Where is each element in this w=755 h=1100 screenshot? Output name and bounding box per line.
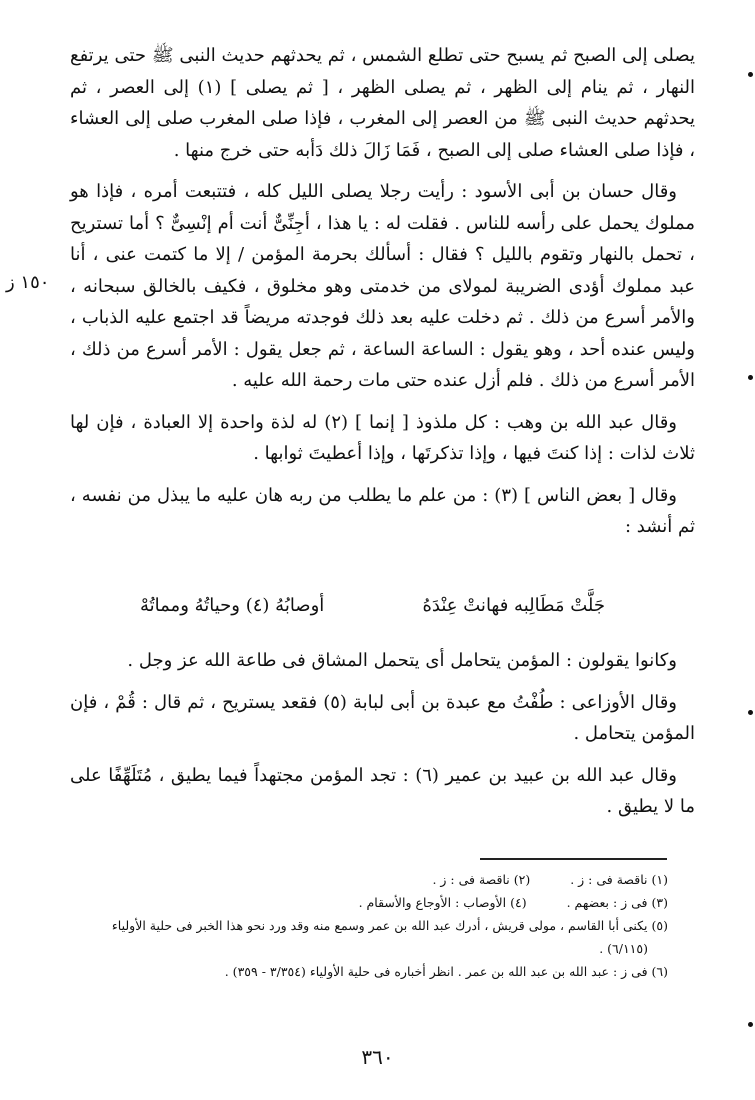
page-number: ٣٦٠ xyxy=(361,1045,394,1069)
verse-second-hemistich: أوصابُهُ (٤) وحياتُهُ ومماتُهْ xyxy=(140,595,325,616)
footnotes xyxy=(40,868,668,983)
footnote-5: (٥) يكنى أبا القاسم ، مولى قريش ، أدرك عبد الله بن عمر وسمع منه وقد ورد نحو هذا الخبر فى حلية الأولياء xyxy=(111,918,668,933)
margin-manuscript-marker: ١٥٠ ز xyxy=(6,272,50,293)
paragraph-4: وقال [ بعض الناس ] (٣) : من علم ما يطلب من ربه هان عليه ما يبذل من نفسه ، ثم أنشد : xyxy=(70,484,695,537)
scan-speck xyxy=(748,1022,753,1027)
footnote-row-2 xyxy=(40,891,668,914)
paragraph-3: وقال عبد الله بن وهب : كل ملذوذ [ إنما ] (٢) له لذة واحدة إلا العبادة ، فإن لها ثلاث لذات : إذا كنتَ فيها ، وإذا تذكرتَها ، وإذا أعطيتَ ثوابها . xyxy=(70,411,695,464)
paragraph-1: يصلى إلى الصبح ثم يسبح حتى تطلع الشمس ، ثم يحدثهم حديث النبى ﷺ حتى يرتفع النهار ، ثم ينام إلى الظهر ، ثم يصلى الظهر ، [ ثم يصلى ] (١) إلى العصر ، ثم يحدثهم حديث النبى ﷺ من العصر إلى المغرب ، فإذا صلى المغرب صلى إلى العشاء ، فإذا صلى العشاء صلى إلى الصبح ، فَمَا زَالَ ذلك دَأبه حتى خرج منها . xyxy=(70,45,696,161)
scan-speck xyxy=(748,72,753,77)
footnote-4: (٤) الأوصاب : الأوجاع والأسقام . xyxy=(358,895,527,910)
scan-speck xyxy=(748,375,753,380)
footnote-6: (٦) فى ز : عبد الله بن عبد الله بن عمر . انظر أخباره فى حلية الأولياء (٣/٣٥٤ - ٣٥٩) . xyxy=(224,964,668,979)
paragraph-6: وقال الأوزاعى : طُفْتُ مع عبدة بن أبى لبابة (٥) فقعد يستريح ، ثم قال : قُمْ ، فإن المؤمن يتحامل . xyxy=(70,691,695,744)
paragraph-7: وقال عبد الله بن عبيد بن عمير (٦) : تجد المؤمن مجتهداً فيما يطيق ، مُتَلَهِّفًا على ما لا يطيق . xyxy=(70,764,695,817)
footnote-row-1 xyxy=(40,868,668,891)
main-text xyxy=(70,40,695,553)
footnote-2: (٢) ناقصة فى : ز . xyxy=(432,872,531,887)
verse-first-hemistich: جَلَّتْ مَطَالِبه فهانتْ عِنْدَهُ xyxy=(422,595,605,616)
footnote-1: (١) ناقصة فى : ز . xyxy=(570,872,668,887)
footnote-3: (٣) فى ز : بعضهم . xyxy=(566,895,668,910)
poetry-verse xyxy=(70,590,695,622)
paragraph-5: وكانوا يقولون : المؤمن يتحامل أى يتحمل المشاق فى طاعة الله عز وجل . xyxy=(127,650,677,671)
paragraph-2: وقال حسان بن أبى الأسود : رأيت رجلا يصلى الليل كله ، فتتبعت أمره ، فإذا هو مملوك يحمل على رأسه للناس . فقلت له : يا هذا ، أجِنِّىٌّ أنت أم إنْسِىٌّ ؟ أما تستريح ، تحمل بالنهار وتقوم بالليل ؟ فقال : أسألك بحرمة المؤمن / إلا ما كتمت عنى ، أنا عبد مملوك أؤدى الضريبة لمولاى من خدمتى وهو مخلوق ، فكيف بالخالق سبحانه ، والأمر أسرع من ذلك . ثم دخلت عليه بعد ذلك فوجدته مريضاً قد اجتمع عليه الذباب ، وليس عنده أحد ، وهو يقول : الساعة الساعة ، ثم جعل يقول : الأمر أسرع من ذلك ، الأمر أسرع من ذلك . فلم أزل عنده حتى مات رحمة الله عليه . xyxy=(70,181,695,391)
main-text-continued xyxy=(70,645,695,833)
scan-speck xyxy=(748,710,753,715)
footnote-5-continued: (٦/١١٥) . xyxy=(599,941,648,956)
footnote-separator xyxy=(480,858,667,860)
